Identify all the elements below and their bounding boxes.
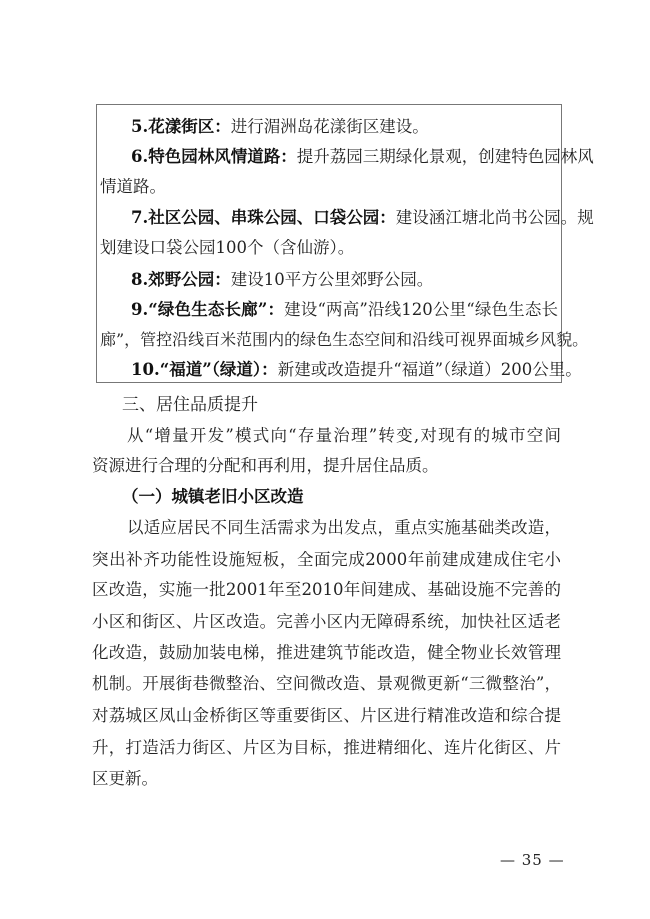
item-label: 5.花漾街区： [131, 117, 231, 136]
box-item-9 [131, 299, 558, 321]
paragraph-line: 资源进行合理的分配和再利用，提升居住品质。 [92, 456, 439, 475]
paragraph-line: 区改造，实施一批2001年至2010年间建成、基础设施不完善的 [92, 580, 561, 599]
page-number: — 35 — [500, 851, 565, 869]
paragraph-line: 以适应居民不同生活需求为出发点，重点实施基础类改造， [127, 518, 561, 537]
box-item-9-cont: 廊”，管控沿线百米范围内的绿色生态空间和沿线可视界面城乡风貌。 [100, 330, 589, 349]
box-item-5 [131, 116, 558, 138]
box-item-6-cont: 情道路。 [100, 177, 166, 196]
item-label: 10.“福道”（绿道）： [131, 360, 278, 379]
item-text: 建设“两高”沿线120公里“绿色生态长 [284, 300, 558, 319]
item-text: 新建或改造提升“福道”（绿道）200公里。 [277, 360, 582, 379]
paragraph-line: 对荔城区凤山金桥街区等重要街区、片区进行精准改造和综合提 [92, 706, 561, 725]
item-label: 6.特色园林风情道路： [131, 147, 297, 166]
subsection-heading: （一）城镇老旧小区改造 [122, 487, 304, 506]
box-item-8 [131, 269, 558, 291]
item-text: 提升荔园三期绿化景观，创建特色园林风 [296, 147, 594, 166]
box-item-10 [131, 359, 582, 381]
box-item-7-cont: 划建设口袋公园100个（含仙游）。 [100, 238, 355, 257]
item-label: 8.郊野公园： [131, 270, 231, 289]
paragraph-line: 机制。开展街巷微整治、空间微改造、景观微更新“三微整治”， [92, 674, 561, 693]
paragraph-line: 突出补齐功能性设施短板，全面完成2000年前建成建成住宅小 [92, 550, 561, 569]
box-item-6 [131, 146, 594, 168]
paragraph-line: 升，打造活力街区、片区为目标，推进精细化、连片化街区、片 [92, 738, 561, 757]
item-text: 建设10平方公里郊野公园。 [230, 270, 434, 289]
paragraph-line: 区更新。 [92, 769, 158, 788]
item-label: 7.社区公园、串珠公园、口袋公园： [131, 208, 396, 227]
item-label: 9.“绿色生态长廊”： [131, 300, 285, 319]
item-text: 建设涵江塘北尚书公园。规 [395, 208, 594, 227]
item-text: 进行湄洲岛花漾街区建设。 [230, 117, 429, 136]
paragraph-line: 化改造，鼓励加装电梯，推进建筑节能改造，健全物业长效管理 [92, 643, 561, 662]
paragraph-line: 从“增量开发”模式向“存量治理”转变,对现有的城市空间 [127, 426, 561, 445]
box-item-7 [131, 207, 594, 229]
paragraph-line: 小区和街区、片区改造。完善小区内无障碍系统，加快社区适老 [92, 612, 561, 631]
section-heading: 三、居住品质提升 [122, 395, 258, 415]
